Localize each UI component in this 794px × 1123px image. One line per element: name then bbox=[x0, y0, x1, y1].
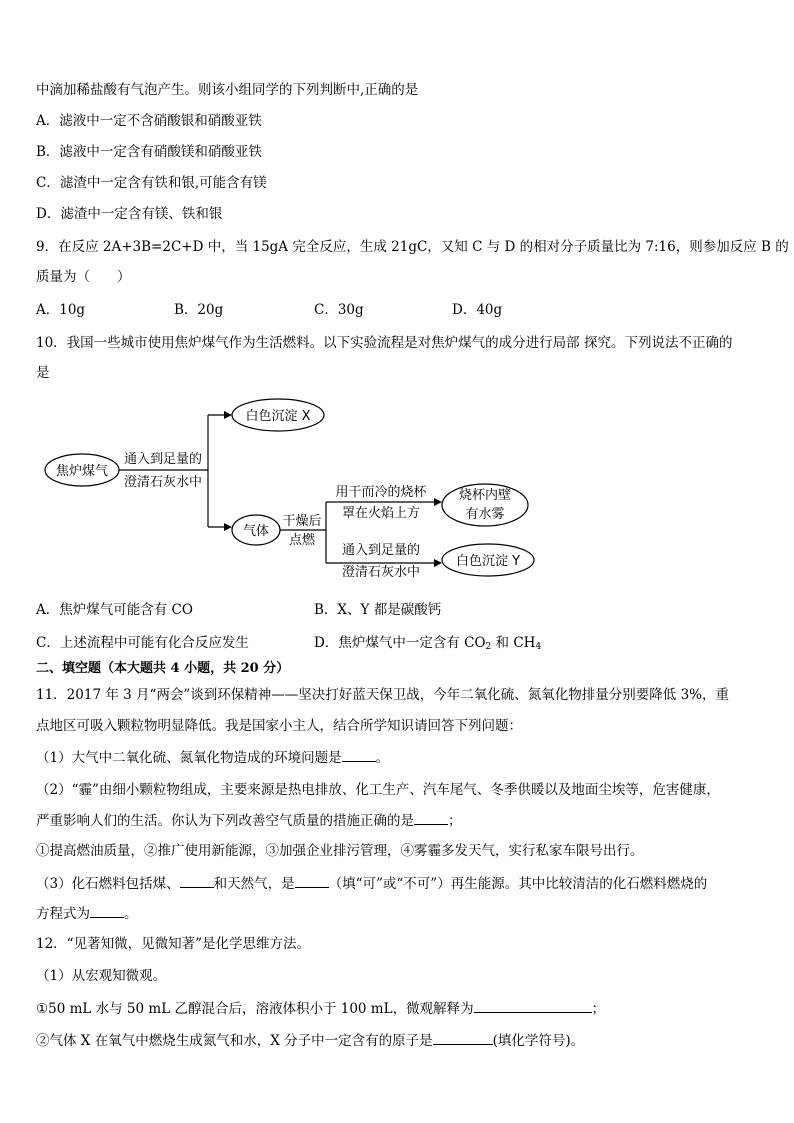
q12-item-1: ①50 mL 水与 50 mL 乙醇混合后，溶液体积小于 100 mL，微观解释为 ； bbox=[36, 998, 605, 1019]
q8-option-d: D．滤渣中一定含有镁、铁和银 bbox=[36, 206, 223, 222]
q11-stem-line1: 11．2017 年 3 月“两会”谈到环保精神——坚决打好蓝天保卫战，今年二氧化硫、氮氧化物排量分别要降低 3%，重 bbox=[36, 687, 730, 703]
gas-label: 气体 bbox=[242, 524, 270, 539]
q11-part2-line2: 严重影响人们的生活。你认为下列改善空气质量的措施正确的是 ； bbox=[36, 810, 462, 831]
q11-part3-line2: 方程式为 。 bbox=[36, 903, 138, 924]
result-cup-bottom-label: 有水雾 bbox=[465, 507, 505, 522]
step2-top-label: 干燥后 bbox=[282, 514, 322, 529]
step1-top-label: 通入到足量的 bbox=[123, 452, 203, 467]
answer-blank[interactable] bbox=[180, 873, 214, 888]
answer-blank[interactable] bbox=[433, 1030, 493, 1045]
flow-diagram bbox=[36, 395, 556, 585]
q11-stem-line2: 点地区可吸入颗粒物明显降低。我是国家小主人，结合所学知识请回答下列问题： bbox=[36, 718, 522, 734]
q11-part1: （1）大气中二氧化硫、氮氧化物造成的环境问题是 。 bbox=[36, 747, 389, 768]
q8-option-a: A．滤液中一定不含硝酸银和硝酸亚铁 bbox=[36, 113, 262, 129]
q12-item-2: ②气体 X 在氧气中燃烧生成氮气和水，X 分子中一定含有的原子是 (填化学符号)。 bbox=[36, 1030, 584, 1051]
q9-option-b: B．20g bbox=[174, 302, 224, 318]
q11-part2-line1: （2）“霾”由细小颗粒物组成，主要来源是热电排放、化工生产、汽车尾气、冬季供暖以及地面尘埃等，危害健康， bbox=[36, 782, 720, 798]
q9-option-c: C．30g bbox=[314, 302, 364, 318]
q8-option-c: C．滤渣中一定含有铁和银,可能含有镁 bbox=[36, 175, 267, 191]
q10-option-d: D．焦炉煤气中一定含有 $CO_2$ 和 $CH_4$ bbox=[314, 635, 542, 652]
q11-part2-choices: ①提高燃油质量，②推广使用新能源，③加强企业排污管理，④雾霾多发天气，实行私家车限号出行。 bbox=[36, 843, 644, 859]
q10-option-a: A．焦炉煤气可能含有 CO bbox=[36, 602, 193, 618]
q10-stem-line1: 10．我国一些城市使用焦炉煤气作为生活燃料。以下实验流程是对焦炉煤气的成分进行局部 探究。下列说法不正确的 bbox=[36, 335, 733, 351]
q11-part3-line1: （3）化石燃料包括煤、 和天然气，是 （填“可”或“不可”）再生能源。其中比较清洁的化石燃料燃烧的 bbox=[36, 873, 707, 894]
result-cup-top-label: 烧杯内壁 bbox=[458, 488, 512, 503]
q9-stem-line1: 9．在反应 2A+3B=2C+D 中，当 15gA 完全反应，生成 21gC，又知 C 与 D 的相对分子质量比为 7:16，则参加反应 B 的 bbox=[36, 239, 789, 255]
answer-blank[interactable] bbox=[295, 873, 329, 888]
answer-blank[interactable] bbox=[90, 903, 124, 918]
answer-blank[interactable] bbox=[474, 998, 592, 1013]
q8-option-b: B．滤液中一定含有硝酸镁和硝酸亚铁 bbox=[36, 144, 262, 160]
q10-option-c: C．上述流程中可能有化合反应发生 bbox=[36, 635, 249, 651]
q8-stem-tail: 中滴加稀盐酸有气泡产生。则该小组同学的下列判断中,正确的是 bbox=[36, 82, 419, 98]
q9-option-a: A．10g bbox=[36, 302, 86, 318]
section-title: 二、填空题（本大题共 4 小题，共 20 分） bbox=[36, 661, 290, 676]
q10-stem-line2: 是 bbox=[36, 365, 50, 381]
step3-bottom-label: 罩在火焰上方 bbox=[341, 506, 421, 521]
step4-bottom-label: 澄清石灰水中 bbox=[341, 565, 421, 580]
q9-stem-line2: 质量为（ ） bbox=[36, 269, 131, 285]
start-label: 焦炉煤气 bbox=[55, 464, 109, 479]
result-y-label: 白色沉淀 Y bbox=[455, 554, 521, 569]
step2-bottom-label: 点燃 bbox=[288, 533, 316, 548]
q12-stem: 12．“见著知微，见微知著”是化学思维方法。 bbox=[36, 936, 310, 952]
answer-blank[interactable] bbox=[342, 747, 376, 762]
step3-top-label: 用干而冷的烧杯 bbox=[335, 485, 427, 500]
q9-option-d: D．40g bbox=[452, 302, 503, 318]
q10-option-b: B．X、Y 都是碳酸钙 bbox=[314, 602, 442, 618]
result-x-label: 白色沉淀 X bbox=[245, 409, 311, 424]
answer-blank[interactable] bbox=[414, 810, 448, 825]
step1-bottom-label: 澄清石灰水中 bbox=[123, 475, 203, 490]
step4-top-label: 通入到足量的 bbox=[341, 543, 421, 558]
q12-subquestion-1: （1）从宏观知微观。 bbox=[36, 968, 167, 984]
